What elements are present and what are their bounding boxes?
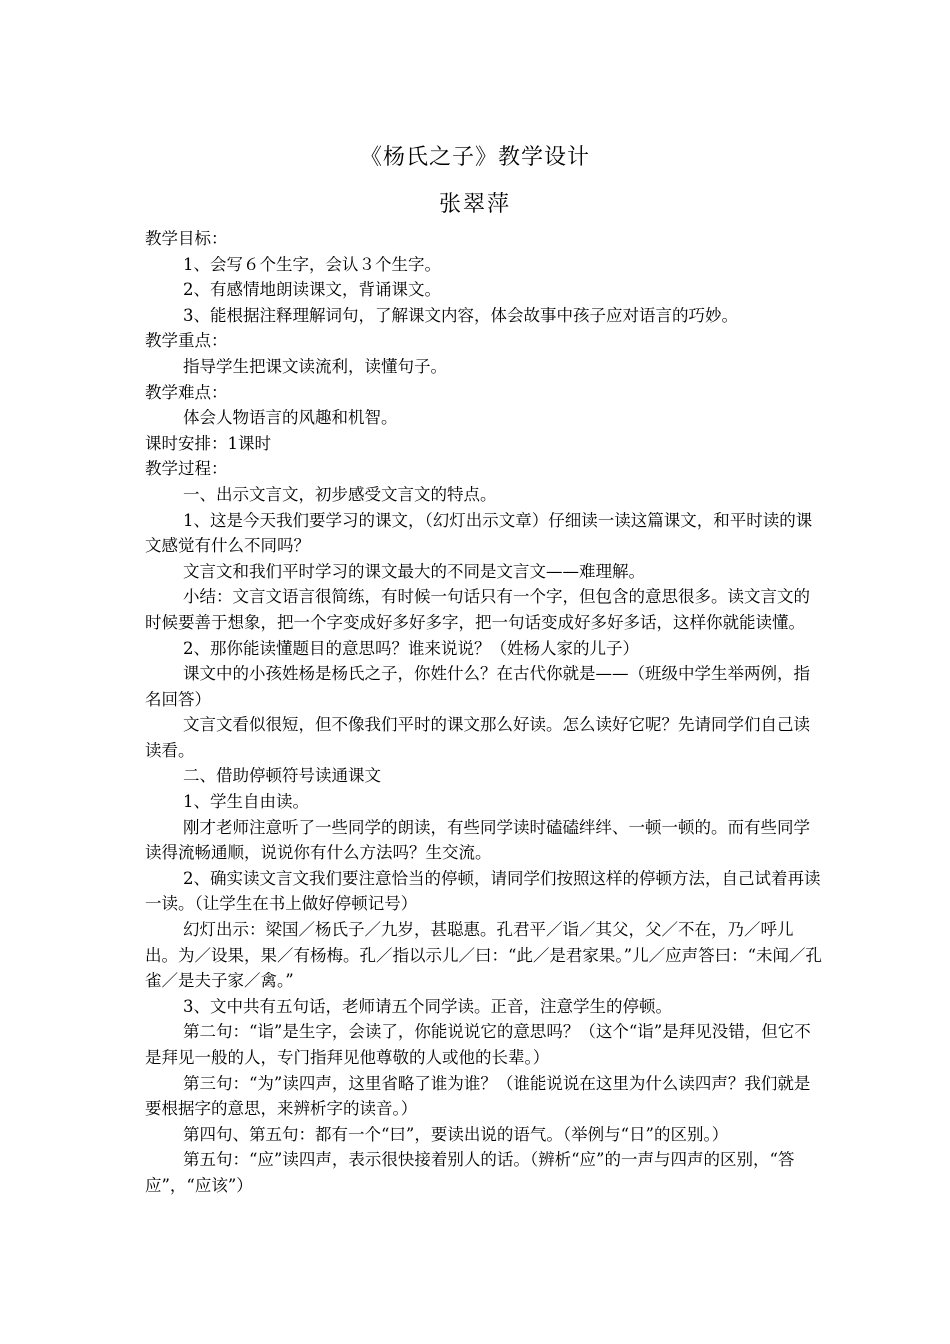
body-paragraph: 1、这是今天我们要学习的课文，（幻灯出示文章）仔细读一读这篇课文，和平时读的课文感觉有什么不同吗？ [145,510,813,556]
body-paragraph: 2、确实读文言文我们要注意恰当的停顿，请同学们按照这样的停顿方法，自己试着再读一读。（让学生在书上做好停顿记号） [145,868,821,914]
section-heading: 教学重点： [145,331,228,351]
body-paragraph: 第三句：“为”读四声，这里省略了谁为谁？（谁能说说在这里为什么读四声？我们就是要根据字的意思，来辨析字的读音。） [145,1073,811,1119]
body-paragraph: 指导学生把课文读流利，读懂句子。 [183,356,447,376]
body-paragraph: 课文中的小孩姓杨是杨氏之子，你姓什么？在古代你就是——（班级中学生举两例，指名回答） [145,664,810,709]
body-paragraph: 幻灯出示：梁国／杨氏子／九岁，甚聪惠。孔君平／诣／其父，父／不在，乃／呼儿出。为／设果，果／有杨梅。孔／指以示儿／曰：“此／是君家果。”儿／应声答曰：“未闻／孔雀／是夫子家／禽。” [145,920,823,991]
body-paragraph: 1、学生自由读。 [183,792,309,812]
body-paragraph: 第五句：“应”读四声，表示很快接着别人的话。（辨析“应”的一声与四声的区别，“答应”，“应该”） [145,1150,795,1195]
document-body [145,226,825,1199]
body-paragraph: 文言文看似很短，但不像我们平时的课文那么好读。怎么读好它呢？先请同学们自己读读看。 [145,715,810,760]
document-author: 张翠萍 [438,192,511,217]
section-heading: 教学目标： [145,229,228,248]
body-paragraph: 2、那你能读懂题目的意思吗？谁来说说？（姓杨人家的儿子） [183,638,639,658]
body-paragraph: 一、出示文言文，初步感受文言文的特点。 [183,484,497,504]
section-heading: 教学难点： [145,382,228,402]
body-paragraph: 1、会写６个生字，会认３个生字。 [183,254,441,274]
section-heading: 课时安排：1课时 [145,433,271,453]
body-paragraph: 3、能根据注释理解词句，了解课文内容，体会故事中孩子应对语言的巧妙。 [183,305,738,325]
body-paragraph: 文言文和我们平时学习的课文最大的不同是文言文——难理解。 [183,561,645,581]
body-paragraph: 第四句、第五句：都有一个“曰”，要读出说的语气。（举例与“日”的区别。） [183,1124,729,1144]
body-paragraph: 第二句：“诣”是生字，会读了，你能说说它的意思吗？（这个“诣”是拜见没错，但它不是拜见一般的人，专门指拜见他尊敬的人或他的长辈。） [145,1022,811,1067]
body-paragraph: 小结：文言文语言很简练，有时候一句话只有一个字，但包含的意思很多。读文言文的时候要善于想象，把一个字变成好多好多字，把一句话变成好多好多话，这样你就能读懂。 [145,587,810,632]
body-paragraph: 3、文中共有五句话，老师请五个同学读。正音，注意学生的停顿。 [183,996,672,1016]
body-paragraph: 二、借助停顿符号读通课文 [183,766,381,786]
section-heading: 教学过程： [145,459,228,479]
body-paragraph: 刚才老师注意听了一些同学的朗读，有些同学读时磕磕绊绊、一顿一顿的。而有些同学读得流畅通顺，说说你有什么方法吗？生交流。 [145,817,810,863]
body-paragraph: 2、有感情地朗读课文，背诵课文。 [183,280,441,300]
document-title: 《杨氏之子》教学设计 [359,145,590,170]
body-paragraph: 体会人物语言的风趣和机智。 [183,408,398,428]
